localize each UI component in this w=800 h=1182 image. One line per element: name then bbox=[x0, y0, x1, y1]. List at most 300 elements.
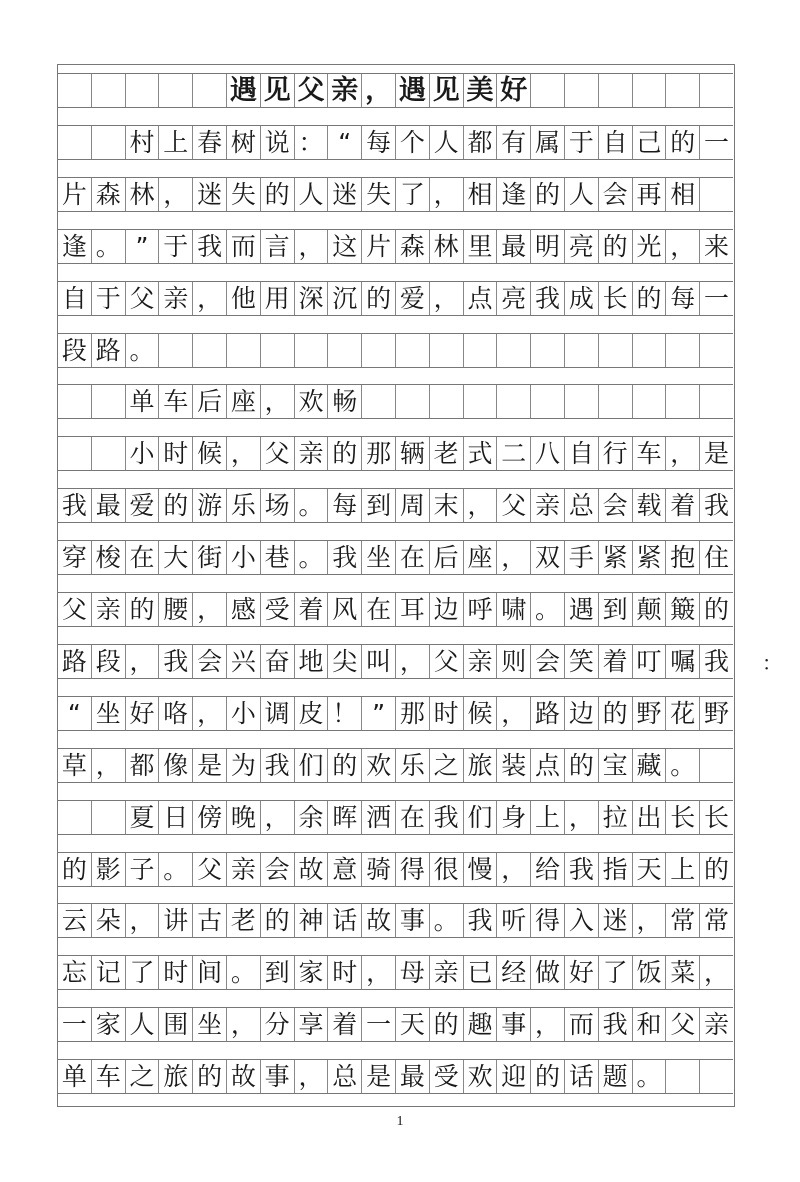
grid-cell: 受 bbox=[430, 1060, 464, 1093]
grid-cell bbox=[362, 334, 396, 367]
grid-cell: 花 bbox=[666, 697, 700, 730]
grid-cell: 他 bbox=[227, 282, 261, 315]
grid-cell: 迷 bbox=[328, 178, 362, 211]
grid-cell: 。 bbox=[92, 230, 126, 263]
grid-cell: 。 bbox=[633, 1060, 667, 1093]
title-cell bbox=[193, 74, 227, 107]
grid-cell: 深 bbox=[295, 282, 329, 315]
grid-cell: 间 bbox=[193, 956, 227, 989]
grid-cell: 一 bbox=[362, 1008, 396, 1041]
grid-cell: 的 bbox=[633, 282, 667, 315]
grid-cell: 爱 bbox=[126, 489, 160, 522]
grid-cell: ， bbox=[531, 1008, 565, 1041]
grid-cell: 的 bbox=[328, 437, 362, 470]
grid-cell: 乐 bbox=[227, 489, 261, 522]
grid-cell: 边 bbox=[565, 697, 599, 730]
grid-cell: 辆 bbox=[396, 437, 430, 470]
grid-cell: 我 bbox=[464, 904, 498, 937]
grid-cell bbox=[700, 385, 733, 418]
grid-cell: 尖 bbox=[328, 645, 362, 678]
grid-cell: 做 bbox=[531, 956, 565, 989]
grid-cell: 事 bbox=[497, 1008, 531, 1041]
grid-cell: 亲 bbox=[159, 282, 193, 315]
grid-cell: 天 bbox=[633, 853, 667, 886]
grid-cell: 咯 bbox=[159, 697, 193, 730]
grid-cell: 我 bbox=[430, 801, 464, 834]
grid-cell: 。 bbox=[666, 749, 700, 782]
grid-cell: 话 bbox=[328, 904, 362, 937]
grid-cell: 得 bbox=[396, 853, 430, 886]
grid-cell: 载 bbox=[633, 489, 667, 522]
grid-cell bbox=[58, 126, 92, 159]
grid-cell bbox=[565, 385, 599, 418]
grid-cell: 我 bbox=[193, 230, 227, 263]
grid-cell: 紧 bbox=[633, 541, 667, 574]
grid-cell bbox=[599, 385, 633, 418]
grid-cell: 耳 bbox=[396, 593, 430, 626]
grid-cell: 总 bbox=[565, 489, 599, 522]
grid-cell: ， bbox=[430, 282, 464, 315]
text-row bbox=[58, 281, 733, 316]
grid-cell: 而 bbox=[565, 1008, 599, 1041]
grid-cell: 常 bbox=[666, 904, 700, 937]
grid-cell: 相 bbox=[666, 178, 700, 211]
grid-cell: ， bbox=[193, 593, 227, 626]
grid-cell: ， bbox=[497, 541, 531, 574]
grid-cell: 到 bbox=[261, 956, 295, 989]
grid-cell: 子 bbox=[126, 853, 160, 886]
grid-cell: 家 bbox=[295, 956, 329, 989]
grid-cell: 。 bbox=[227, 956, 261, 989]
grid-cell: 住 bbox=[704, 543, 730, 573]
title-row bbox=[58, 73, 733, 108]
grid-cell bbox=[599, 334, 633, 367]
text-row bbox=[58, 903, 733, 938]
title-cell bbox=[92, 74, 126, 107]
grid-cell: ， bbox=[261, 385, 295, 418]
grid-cell: 夏 bbox=[126, 801, 160, 834]
grid-cell: 自 bbox=[599, 126, 633, 159]
grid-cell: 一 bbox=[704, 127, 730, 157]
grid-cell: 紧 bbox=[599, 541, 633, 574]
grid-cell bbox=[261, 334, 295, 367]
grid-cell: 调 bbox=[261, 697, 295, 730]
grid-cell: 皮 bbox=[295, 697, 329, 730]
grid-cell: 我 bbox=[261, 749, 295, 782]
grid-cell: 的 bbox=[666, 126, 700, 159]
grid-cell: 二 bbox=[497, 437, 531, 470]
grid-cell: 老 bbox=[430, 437, 464, 470]
grid-cell: 车 bbox=[92, 1060, 126, 1093]
grid-cell: ， bbox=[704, 958, 730, 988]
grid-cell: 旅 bbox=[159, 1060, 193, 1093]
grid-cell: 云 bbox=[58, 904, 92, 937]
text-row bbox=[58, 852, 733, 887]
grid-cell: 坐 bbox=[193, 1008, 227, 1041]
text-row bbox=[58, 592, 733, 627]
title-cell bbox=[58, 74, 92, 107]
grid-cell: 会 bbox=[599, 178, 633, 211]
grid-cell: 抱 bbox=[666, 541, 700, 574]
grid-cell: 行 bbox=[599, 437, 633, 470]
grid-cell: 亮 bbox=[497, 282, 531, 315]
grid-cell: 车 bbox=[159, 385, 193, 418]
grid-cell: 我 bbox=[159, 645, 193, 678]
grid-cell: 个 bbox=[396, 126, 430, 159]
grid-cell: 。 bbox=[126, 334, 160, 367]
grid-cell bbox=[92, 437, 126, 470]
grid-cell: 晚 bbox=[227, 801, 261, 834]
grid-cell: 单 bbox=[126, 385, 160, 418]
grid-cell: 出 bbox=[633, 801, 667, 834]
grid-cell: 傍 bbox=[193, 801, 227, 834]
grid-cell: 笑 bbox=[565, 645, 599, 678]
grid-cell: 的 bbox=[565, 749, 599, 782]
grid-cell: 一 bbox=[704, 283, 730, 313]
grid-cell: 于 bbox=[565, 126, 599, 159]
grid-cell: 春 bbox=[193, 126, 227, 159]
grid-cell: 候 bbox=[193, 437, 227, 470]
grid-cell: 了 bbox=[396, 178, 430, 211]
grid-cell: 好 bbox=[126, 697, 160, 730]
grid-cell: 题 bbox=[599, 1060, 633, 1093]
grid-cell: 畅 bbox=[328, 385, 362, 418]
grid-cell: 父 bbox=[58, 593, 92, 626]
grid-cell: 在 bbox=[362, 593, 396, 626]
grid-cell: 坐 bbox=[92, 697, 126, 730]
grid-cell: 林 bbox=[430, 230, 464, 263]
grid-cell: 逢 bbox=[58, 230, 92, 263]
text-row bbox=[58, 177, 733, 212]
grid-cell: 光 bbox=[633, 230, 667, 263]
grid-cell: 相 bbox=[464, 178, 498, 211]
grid-cell: 的 bbox=[362, 282, 396, 315]
grid-cell: 经 bbox=[497, 956, 531, 989]
grid-cell: 的 bbox=[531, 178, 565, 211]
grid-cell: 我 bbox=[599, 1008, 633, 1041]
grid-cell: 着 bbox=[599, 645, 633, 678]
grid-cell: ， bbox=[295, 1060, 329, 1093]
grid-cell: 会 bbox=[599, 489, 633, 522]
grid-cell: 晖 bbox=[328, 801, 362, 834]
grid-cell: 讲 bbox=[159, 904, 193, 937]
grid-cell: 在 bbox=[396, 801, 430, 834]
grid-cell: ， bbox=[193, 282, 227, 315]
text-row bbox=[58, 1059, 733, 1094]
grid-cell: 时 bbox=[159, 956, 193, 989]
grid-cell: ， bbox=[565, 801, 599, 834]
grid-cell: 野 bbox=[704, 698, 730, 728]
grid-cell bbox=[666, 385, 700, 418]
grid-cell: 而 bbox=[227, 230, 261, 263]
grid-cell: 乐 bbox=[396, 749, 430, 782]
grid-cell: 听 bbox=[497, 904, 531, 937]
grid-cell bbox=[396, 385, 430, 418]
grid-cell: 奋 bbox=[261, 645, 295, 678]
grid-cell: 村 bbox=[126, 126, 160, 159]
grid-cell: 事 bbox=[261, 1060, 295, 1093]
grid-cell: 叮 bbox=[633, 645, 667, 678]
grid-cell: 围 bbox=[159, 1008, 193, 1041]
grid-cell: 自 bbox=[565, 437, 599, 470]
grid-cell: 上 bbox=[666, 853, 700, 886]
grid-cell: 于 bbox=[159, 230, 193, 263]
grid-cell: 在 bbox=[396, 541, 430, 574]
grid-cell: 我 bbox=[531, 282, 565, 315]
grid-cell: 时 bbox=[328, 956, 362, 989]
grid-cell: 都 bbox=[126, 749, 160, 782]
grid-cell: 之 bbox=[430, 749, 464, 782]
grid-cell: 亮 bbox=[565, 230, 599, 263]
grid-cell: ， bbox=[633, 904, 667, 937]
grid-cell: 迷 bbox=[193, 178, 227, 211]
text-row bbox=[58, 1007, 733, 1042]
grid-cell: 父 bbox=[261, 437, 295, 470]
grid-cell: 父 bbox=[430, 645, 464, 678]
grid-cell bbox=[700, 334, 733, 367]
grid-cell: 日 bbox=[159, 801, 193, 834]
grid-cell: 了 bbox=[599, 956, 633, 989]
grid-cell: 给 bbox=[531, 853, 565, 886]
grid-cell: 父 bbox=[193, 853, 227, 886]
grid-cell: 故 bbox=[227, 1060, 261, 1093]
grid-cell: 后 bbox=[430, 541, 464, 574]
grid-cell: 亲 bbox=[704, 1010, 730, 1040]
grid-cell: ， bbox=[261, 801, 295, 834]
grid-cell: 上 bbox=[531, 801, 565, 834]
grid-cell: 嘱 bbox=[666, 645, 700, 678]
grid-cell: 片 bbox=[58, 178, 92, 211]
grid-cell: 再 bbox=[633, 178, 667, 211]
grid-cell: 和 bbox=[633, 1008, 667, 1041]
grid-cell: 森 bbox=[396, 230, 430, 263]
grid-cell: 亲 bbox=[430, 956, 464, 989]
title-cell bbox=[159, 74, 193, 107]
grid-cell: 里 bbox=[464, 230, 498, 263]
grid-cell bbox=[497, 385, 531, 418]
grid-cell: 着 bbox=[666, 489, 700, 522]
title-cell: 遇 bbox=[227, 74, 261, 107]
grid-cell: 记 bbox=[92, 956, 126, 989]
grid-cell: 颠 bbox=[633, 593, 667, 626]
grid-cell: 之 bbox=[126, 1060, 160, 1093]
grid-cell: 片 bbox=[362, 230, 396, 263]
grid-cell: 上 bbox=[159, 126, 193, 159]
title-cell bbox=[633, 74, 667, 107]
grid-cell: 手 bbox=[565, 541, 599, 574]
grid-cell: 的 bbox=[261, 904, 295, 937]
grid-cell: 父 bbox=[497, 489, 531, 522]
grid-cell: 腰 bbox=[159, 593, 193, 626]
grid-cell: ， bbox=[666, 230, 700, 263]
grid-cell: 人 bbox=[430, 126, 464, 159]
grid-cell: 父 bbox=[126, 282, 160, 315]
grid-cell: 明 bbox=[531, 230, 565, 263]
grid-cell: 式 bbox=[464, 437, 498, 470]
grid-cell: 最 bbox=[497, 230, 531, 263]
grid-cell: 穿 bbox=[58, 541, 92, 574]
grid-cell: 着 bbox=[295, 593, 329, 626]
grid-cell bbox=[396, 334, 430, 367]
grid-cell: 遇 bbox=[565, 593, 599, 626]
grid-cell: 为 bbox=[227, 749, 261, 782]
grid-cell: 那 bbox=[362, 437, 396, 470]
grid-cell: 人 bbox=[565, 178, 599, 211]
title-cell: ， bbox=[362, 74, 396, 107]
grid-cell: 分 bbox=[261, 1008, 295, 1041]
grid-cell: 是 bbox=[193, 749, 227, 782]
grid-cell: 地 bbox=[295, 645, 329, 678]
grid-cell: 迎 bbox=[497, 1060, 531, 1093]
grid-cell: ， bbox=[666, 437, 700, 470]
grid-cell bbox=[328, 334, 362, 367]
grid-cell: 候 bbox=[464, 697, 498, 730]
grid-cell: “ bbox=[58, 697, 92, 730]
grid-cell: 慢 bbox=[464, 853, 498, 886]
title-cell: 见 bbox=[430, 74, 464, 107]
grid-cell: 啸 bbox=[497, 593, 531, 626]
grid-cell: 沉 bbox=[328, 282, 362, 315]
grid-cell bbox=[531, 385, 565, 418]
grid-cell: 了 bbox=[126, 956, 160, 989]
grid-cell: 会 bbox=[531, 645, 565, 678]
grid-cell: 父 bbox=[666, 1008, 700, 1041]
grid-cell: ， bbox=[497, 853, 531, 886]
grid-cell: 在 bbox=[126, 541, 160, 574]
grid-cell: 故 bbox=[295, 853, 329, 886]
grid-cell: ， bbox=[396, 645, 430, 678]
grid-cell: 一 bbox=[58, 1008, 92, 1041]
grid-cell: 风 bbox=[328, 593, 362, 626]
title-cell: 美 bbox=[464, 74, 498, 107]
grid-cell: 座 bbox=[227, 385, 261, 418]
grid-cell: 每 bbox=[666, 282, 700, 315]
grid-cell: 长 bbox=[704, 802, 730, 832]
grid-cell: 常 bbox=[704, 906, 730, 936]
grid-cell bbox=[193, 334, 227, 367]
grid-cell bbox=[159, 334, 193, 367]
grid-cell: 说 bbox=[261, 126, 295, 159]
grid-cell: 我 bbox=[58, 489, 92, 522]
grid-cell: 来 bbox=[704, 231, 730, 261]
grid-cell: ！ bbox=[328, 697, 362, 730]
grid-cell bbox=[362, 385, 396, 418]
grid-cell: 失 bbox=[227, 178, 261, 211]
grid-cell: 时 bbox=[159, 437, 193, 470]
grid-cell: 欢 bbox=[362, 749, 396, 782]
grid-cell bbox=[92, 385, 126, 418]
grid-cell: 人 bbox=[295, 178, 329, 211]
grid-cell: 的 bbox=[193, 1060, 227, 1093]
grid-cell: 末 bbox=[430, 489, 464, 522]
grid-cell: 的 bbox=[261, 178, 295, 211]
grid-cell: 。 bbox=[430, 904, 464, 937]
grid-cell: ， bbox=[497, 697, 531, 730]
grid-cell: 菜 bbox=[666, 956, 700, 989]
grid-cell: 入 bbox=[565, 904, 599, 937]
grid-cell bbox=[633, 385, 667, 418]
grid-cell: ， bbox=[464, 489, 498, 522]
text-row bbox=[58, 800, 733, 835]
grid-cell: ， bbox=[295, 230, 329, 263]
grid-cell bbox=[565, 334, 599, 367]
grid-cell: 场 bbox=[261, 489, 295, 522]
title-cell: 父 bbox=[295, 74, 329, 107]
grid-cell: 亲 bbox=[531, 489, 565, 522]
grid-cell: 长 bbox=[666, 801, 700, 834]
grid-cell: 指 bbox=[599, 853, 633, 886]
grid-cell: ， bbox=[126, 645, 160, 678]
grid-cell: 小 bbox=[227, 697, 261, 730]
grid-cell bbox=[227, 334, 261, 367]
grid-cell: 逢 bbox=[497, 178, 531, 211]
grid-cell: 于 bbox=[92, 282, 126, 315]
grid-cell: 影 bbox=[92, 853, 126, 886]
grid-cell bbox=[58, 385, 92, 418]
grid-cell: 的 bbox=[126, 593, 160, 626]
grid-cell: ” bbox=[126, 230, 160, 263]
grid-cell: 会 bbox=[261, 853, 295, 886]
grid-cell: 这 bbox=[328, 230, 362, 263]
grid-cell: 段 bbox=[58, 334, 92, 367]
title-cell: 见 bbox=[261, 74, 295, 107]
grid-cell: 的 bbox=[58, 853, 92, 886]
grid-cell: ” bbox=[362, 697, 396, 730]
grid-cell: 们 bbox=[464, 801, 498, 834]
grid-cell: 古 bbox=[193, 904, 227, 937]
grid-cell: 洒 bbox=[362, 801, 396, 834]
grid-cell: 最 bbox=[92, 489, 126, 522]
grid-cell: 。 bbox=[295, 541, 329, 574]
grid-cell: 忘 bbox=[58, 956, 92, 989]
grid-cell bbox=[58, 801, 92, 834]
grid-cell: 。 bbox=[159, 853, 193, 886]
grid-cell: 会 bbox=[193, 645, 227, 678]
grid-cell: 我 bbox=[704, 646, 730, 676]
grid-cell: 母 bbox=[396, 956, 430, 989]
composition-grid-paper bbox=[57, 64, 735, 1107]
grid-cell: 己 bbox=[633, 126, 667, 159]
grid-cell: 藏 bbox=[633, 749, 667, 782]
grid-cell: 后 bbox=[193, 385, 227, 418]
grid-cell: 的 bbox=[328, 749, 362, 782]
grid-cell: 的 bbox=[599, 230, 633, 263]
grid-cell: ， bbox=[362, 956, 396, 989]
grid-cell: 林 bbox=[126, 178, 160, 211]
grid-cell: 最 bbox=[396, 1060, 430, 1093]
title-cell: 遇 bbox=[396, 74, 430, 107]
grid-cell: 趣 bbox=[464, 1008, 498, 1041]
grid-cell: 那 bbox=[396, 697, 430, 730]
grid-cell bbox=[58, 437, 92, 470]
grid-cell: 呼 bbox=[464, 593, 498, 626]
grid-cell: ， bbox=[159, 178, 193, 211]
grid-cell: 八 bbox=[531, 437, 565, 470]
title-cell bbox=[126, 74, 160, 107]
grid-cell: 周 bbox=[396, 489, 430, 522]
grid-cell bbox=[531, 334, 565, 367]
grid-cell: 。 bbox=[295, 489, 329, 522]
page-number: 1 bbox=[396, 1114, 404, 1129]
grid-cell bbox=[464, 334, 498, 367]
grid-cell: 们 bbox=[295, 749, 329, 782]
grid-cell: 我 bbox=[328, 541, 362, 574]
grid-cell: 的 bbox=[430, 1008, 464, 1041]
grid-cell bbox=[464, 385, 498, 418]
grid-cell: 小 bbox=[126, 437, 160, 470]
grid-cell: 是 bbox=[362, 1060, 396, 1093]
grid-cell bbox=[666, 1060, 700, 1093]
